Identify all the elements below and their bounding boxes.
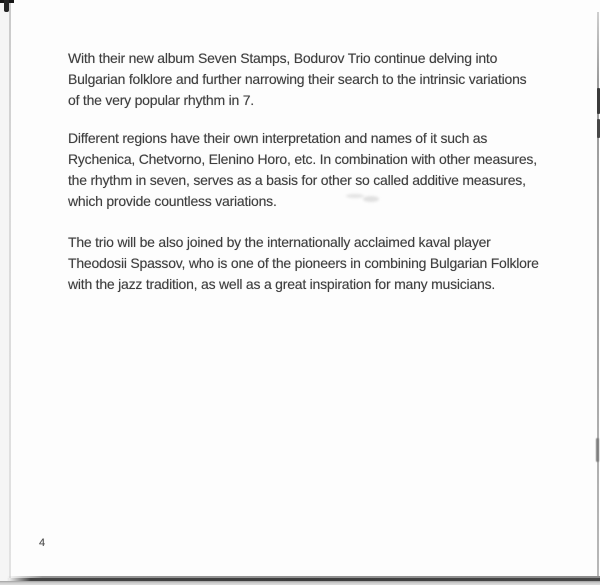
- scan-bottom-edge-fade: [0, 581, 600, 585]
- text-line: of the very popular rhythm in 7.: [68, 92, 254, 108]
- text-line: which provide countless variations.: [68, 193, 277, 209]
- text-line: Different regions have their own interpretation and names of it such as: [68, 130, 488, 146]
- paragraph-album-intro: [68, 48, 526, 111]
- text-line: the rhythm in seven, serves as a basis for other so called additive measures,: [68, 172, 526, 188]
- text-line: with the jazz tradition, as well as a great inspiration for many musicians.: [68, 276, 496, 292]
- paragraph-rhythm-regions: [68, 128, 537, 212]
- scan-right-edge-blob: [597, 88, 600, 114]
- scan-corner-mark-vertical: [4, 0, 9, 12]
- scan-right-edge-blob: [596, 438, 599, 462]
- paragraph-guest-player: [68, 232, 539, 295]
- page-number: 4: [39, 537, 46, 549]
- scan-right-edge-blob: [597, 119, 600, 138]
- text-line: Theodosii Spassov, who is one of the pioneers in combining Bulgarian Folklore: [68, 255, 539, 271]
- text-line: The trio will be also joined by the internationally acclaimed kaval player: [68, 234, 491, 250]
- text-line: Bulgarian folklore and further narrowing their search to the intrinsic variations: [68, 71, 527, 87]
- text-line: Rychenica, Chetvorno, Elenino Horo, etc. In combination with other measures,: [68, 151, 537, 167]
- scan-left-edge-line: [9, 0, 11, 578]
- scan-left-margin-strip: [0, 0, 9, 585]
- text-line: With their new album Seven Stamps, Bodurov Trio continue delving into: [68, 50, 498, 66]
